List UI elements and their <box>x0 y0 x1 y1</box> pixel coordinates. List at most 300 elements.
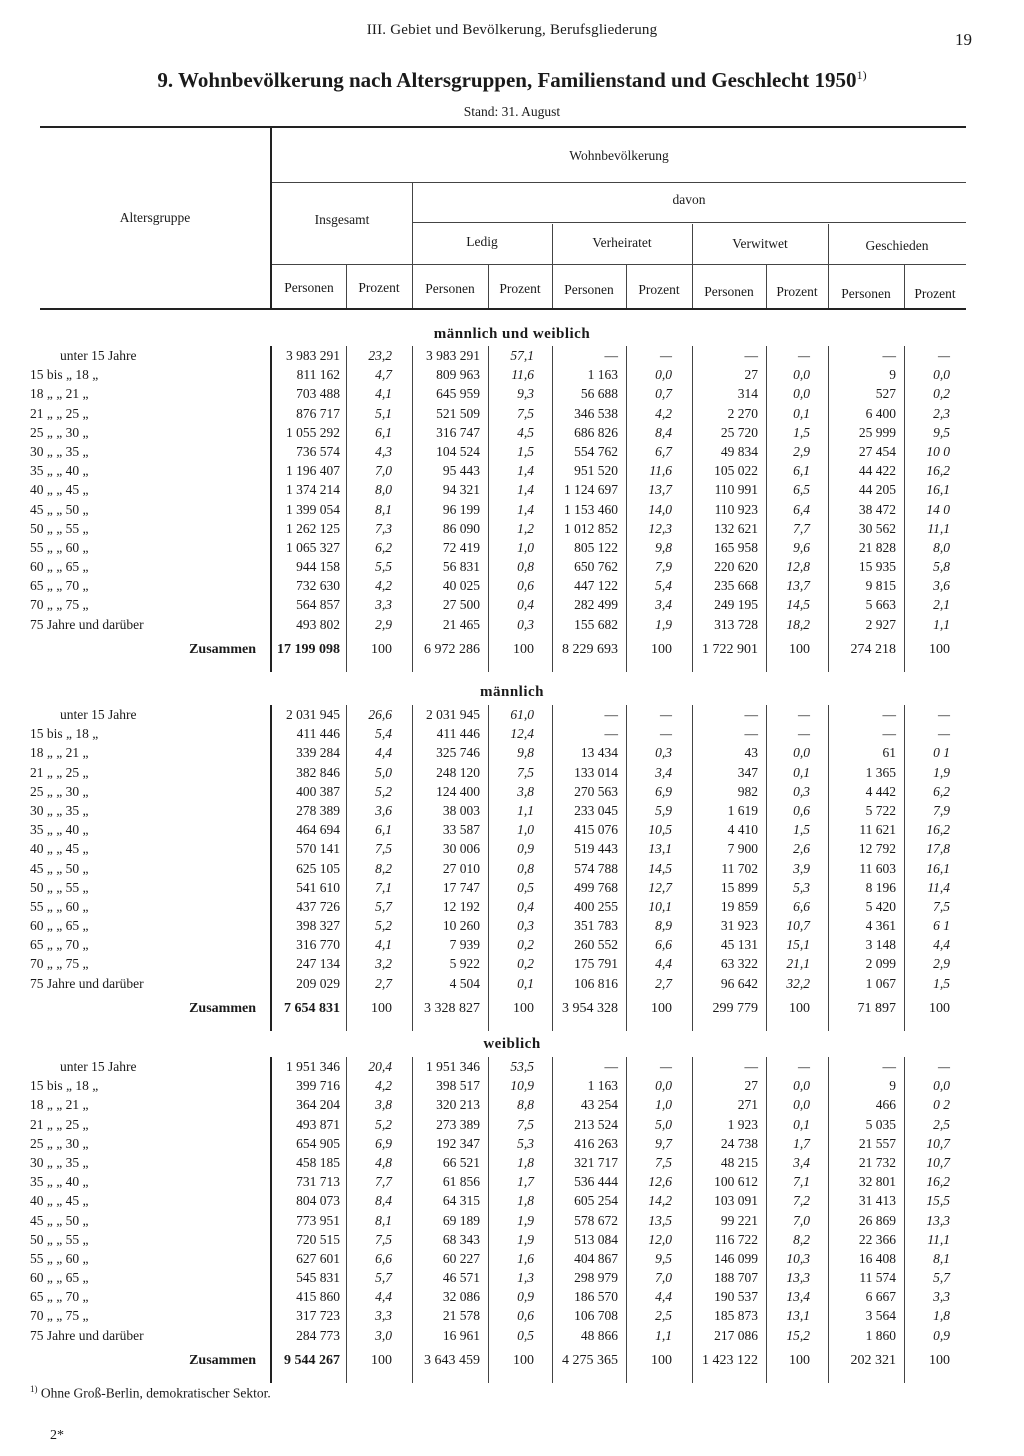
cell-insgesamt-personen: 458 185 <box>296 1154 340 1170</box>
cell-ledig-prozent: 1,5 <box>517 443 534 459</box>
cell-insgesamt-personen: 1 262 125 <box>286 520 340 536</box>
cell-ledig-personen: 3 328 827 <box>424 1000 480 1016</box>
cell-verheiratet-prozent: 1,0 <box>655 1097 672 1113</box>
cell-verheiratet-personen: 1 153 460 <box>564 501 618 517</box>
age-group-label: 50 „ „ 55 „ <box>30 879 89 895</box>
cell-geschieden-prozent: 100 <box>929 1000 950 1016</box>
cell-verheiratet-prozent: 4,4 <box>655 1289 672 1305</box>
cell-ledig-personen: 38 003 <box>442 802 480 818</box>
cell-ledig-personen: 27 500 <box>442 597 480 613</box>
cell-verwitwet-personen: 4 410 <box>727 822 758 838</box>
cell-geschieden-personen: — <box>882 1059 896 1074</box>
cell-geschieden-prozent: 11,1 <box>927 1231 950 1247</box>
cell-verheiratet-personen: 213 524 <box>574 1116 618 1132</box>
age-group-label: 21 „ „ 25 „ <box>30 764 89 780</box>
cell-verheiratet-prozent: 13,7 <box>648 482 672 498</box>
table-row <box>0 1230 1024 1249</box>
cell-insgesamt-personen: 247 134 <box>296 956 340 972</box>
total-label: Zusammen <box>189 1000 256 1016</box>
cell-geschieden-prozent: 0,0 <box>933 367 950 383</box>
cell-geschieden-personen: 9 815 <box>865 578 896 594</box>
cell-verheiratet-prozent: 6,7 <box>655 443 672 459</box>
cell-geschieden-prozent: 0,0 <box>933 1078 950 1094</box>
cell-insgesamt-personen: 720 515 <box>296 1231 340 1247</box>
cell-ledig-personen: 5 922 <box>449 956 480 972</box>
cell-geschieden-prozent: 0 2 <box>933 1097 950 1113</box>
table-row <box>0 974 1024 993</box>
cell-ledig-personen: 61 856 <box>442 1174 480 1190</box>
cell-ledig-personen: 1 951 346 <box>426 1059 480 1074</box>
cell-ledig-prozent: 1,0 <box>517 539 534 555</box>
cell-insgesamt-personen: 773 951 <box>296 1212 340 1228</box>
header-prozent: Prozent <box>776 284 818 299</box>
cell-insgesamt-personen: 411 446 <box>296 726 340 742</box>
cell-geschieden-prozent: 2,9 <box>933 956 950 972</box>
cell-ledig-prozent: 8,8 <box>517 1097 534 1113</box>
total-label: Zusammen <box>189 641 256 657</box>
table-row <box>0 1153 1024 1172</box>
cell-verwitwet-personen: 27 <box>744 1078 758 1094</box>
cell-verheiratet-personen: 513 084 <box>574 1231 618 1247</box>
cell-verwitwet-personen: — <box>744 726 758 742</box>
cell-verwitwet-prozent: — <box>797 726 810 742</box>
header-personen: Personen <box>564 282 614 297</box>
cell-ledig-personen: 3 983 291 <box>426 348 480 363</box>
cell-ledig-personen: 411 446 <box>436 726 480 742</box>
cell-geschieden-personen: 22 366 <box>858 1231 896 1247</box>
cell-insgesamt-personen: 804 073 <box>296 1193 340 1209</box>
cell-ledig-prozent: 1,4 <box>517 501 534 517</box>
cell-insgesamt-prozent: 4,4 <box>375 1289 392 1305</box>
table-row <box>0 423 1024 442</box>
cell-verheiratet-personen: 1 163 <box>587 367 618 383</box>
cell-verwitwet-prozent: 1,7 <box>793 1135 810 1151</box>
cell-insgesamt-personen: 382 846 <box>296 764 340 780</box>
cell-verheiratet-prozent: 7,0 <box>655 1270 672 1286</box>
cell-geschieden-prozent: 16,1 <box>926 482 950 498</box>
table-row <box>0 1057 1024 1076</box>
cell-geschieden-prozent: 2,5 <box>933 1116 950 1132</box>
cell-geschieden-prozent: 16,2 <box>926 463 950 479</box>
cell-verheiratet-personen: 416 263 <box>574 1135 618 1151</box>
cell-geschieden-personen: 32 801 <box>858 1174 896 1190</box>
cell-verheiratet-prozent: 10,5 <box>648 822 672 838</box>
age-group-label: 18 „ „ 21 „ <box>30 1097 89 1113</box>
cell-verwitwet-prozent: — <box>797 348 810 363</box>
cell-geschieden-prozent: 8,1 <box>933 1250 950 1266</box>
cell-insgesamt-prozent: 6,1 <box>375 822 392 838</box>
cell-ledig-personen: 68 343 <box>442 1231 480 1247</box>
cell-geschieden-personen: — <box>882 348 896 363</box>
cell-geschieden-personen: 25 999 <box>858 424 896 440</box>
cell-ledig-personen: 21 465 <box>442 616 480 632</box>
cell-geschieden-prozent: 1,5 <box>933 975 950 991</box>
cell-insgesamt-prozent: 3,8 <box>375 1097 392 1113</box>
cell-geschieden-prozent: 1,8 <box>933 1308 950 1324</box>
cell-verheiratet-personen: 554 762 <box>574 443 618 459</box>
cell-ledig-prozent: 0,5 <box>517 879 534 895</box>
cell-verwitwet-personen: 43 <box>744 745 758 761</box>
cell-verwitwet-personen: 24 738 <box>720 1135 758 1151</box>
cell-verheiratet-prozent: 11,6 <box>649 463 672 479</box>
running-head: III. Gebiet und Bevölkerung, Berufsgliederung <box>366 22 658 38</box>
cell-insgesamt-personen: 316 770 <box>296 937 340 953</box>
cell-verwitwet-prozent: 3,9 <box>793 860 810 876</box>
cell-ledig-prozent: 0,8 <box>517 860 534 876</box>
cell-geschieden-prozent: 9,5 <box>933 424 950 440</box>
cell-geschieden-personen: 5 420 <box>865 898 896 914</box>
table-row <box>0 743 1024 762</box>
cell-geschieden-personen: 61 <box>882 745 896 761</box>
cell-ledig-personen: 46 571 <box>442 1270 480 1286</box>
table-row <box>0 935 1024 954</box>
cell-ledig-prozent: 1,4 <box>517 463 534 479</box>
cell-geschieden-personen: 1 860 <box>865 1327 896 1343</box>
cell-verwitwet-personen: 1 619 <box>727 802 758 818</box>
cell-verheiratet-personen: 133 014 <box>574 764 618 780</box>
cell-geschieden-personen: 2 099 <box>865 956 896 972</box>
cell-verwitwet-personen: 99 221 <box>720 1212 758 1228</box>
cell-ledig-prozent: 100 <box>513 1352 534 1368</box>
table-row <box>0 346 1024 365</box>
cell-ledig-personen: 325 746 <box>436 745 480 761</box>
cell-insgesamt-personen: 1 951 346 <box>286 1059 340 1074</box>
cell-geschieden-prozent: — <box>937 726 950 742</box>
age-group-label: 15 bis „ 18 „ <box>30 726 99 742</box>
cell-verwitwet-personen: 347 <box>737 764 758 780</box>
cell-geschieden-prozent: 100 <box>929 1352 950 1368</box>
header-prozent: Prozent <box>499 281 541 296</box>
cell-verheiratet-prozent: — <box>659 726 672 742</box>
cell-verwitwet-prozent: 0,0 <box>793 1078 810 1094</box>
cell-verheiratet-personen: 499 768 <box>574 879 618 895</box>
cell-insgesamt-prozent: 26,6 <box>368 707 392 722</box>
cell-verwitwet-personen: 63 322 <box>720 956 758 972</box>
cell-geschieden-personen: 466 <box>875 1097 896 1113</box>
cell-geschieden-personen: 6 400 <box>865 405 896 421</box>
cell-ledig-prozent: 1,2 <box>517 520 534 536</box>
cell-verwitwet-personen: 48 215 <box>720 1154 758 1170</box>
cell-geschieden-personen: — <box>882 726 896 742</box>
cell-verwitwet-prozent: 0,0 <box>793 386 810 402</box>
cell-insgesamt-prozent: 4,8 <box>375 1154 392 1170</box>
cell-verwitwet-prozent: 13,4 <box>786 1289 810 1305</box>
cell-verwitwet-prozent: 18,2 <box>786 616 810 632</box>
cell-ledig-prozent: 1,0 <box>517 822 534 838</box>
cell-verwitwet-personen: 314 <box>737 386 758 402</box>
cell-verwitwet-prozent: 13,7 <box>786 578 810 594</box>
cell-geschieden-personen: 9 <box>889 367 896 383</box>
age-group-label: 30 „ „ 35 „ <box>30 802 89 818</box>
header-ledig: Ledig <box>466 234 498 249</box>
cell-insgesamt-prozent: 100 <box>371 1352 392 1368</box>
cell-geschieden-personen: 21 557 <box>858 1135 896 1151</box>
cell-verheiratet-personen: 4 275 365 <box>562 1352 618 1368</box>
footnote <box>30 1384 271 1402</box>
cell-ledig-prozent: 0,5 <box>517 1327 534 1343</box>
signature-mark: 2* <box>50 1428 64 1443</box>
cell-geschieden-personen: 6 667 <box>865 1289 896 1305</box>
cell-geschieden-personen: 1 067 <box>865 975 896 991</box>
age-group-label: 21 „ „ 25 „ <box>30 1116 89 1132</box>
cell-verwitwet-personen: — <box>744 707 758 722</box>
age-group-label: 40 „ „ 45 „ <box>30 482 89 498</box>
cell-verwitwet-personen: 100 612 <box>714 1174 758 1190</box>
cell-insgesamt-prozent: 7,5 <box>375 1231 392 1247</box>
cell-insgesamt-prozent: 5,2 <box>375 1116 392 1132</box>
header-geschieden: Geschieden <box>865 238 929 253</box>
cell-insgesamt-personen: 464 694 <box>296 822 340 838</box>
cell-verwitwet-personen: 220 620 <box>714 559 758 575</box>
cell-verheiratet-personen: — <box>604 726 618 742</box>
cell-ledig-prozent: 57,1 <box>510 348 534 363</box>
cell-ledig-prozent: 100 <box>513 1000 534 1016</box>
age-group-label: 60 „ „ 65 „ <box>30 918 89 934</box>
cell-verheiratet-personen: 536 444 <box>574 1174 618 1190</box>
cell-verwitwet-prozent: 9,6 <box>793 539 810 555</box>
cell-geschieden-personen: 527 <box>875 386 896 402</box>
table-row <box>0 576 1024 595</box>
cell-verheiratet-personen: 415 076 <box>574 822 618 838</box>
cell-verheiratet-prozent: 14,2 <box>648 1193 672 1209</box>
cell-geschieden-personen: 38 472 <box>858 501 896 517</box>
cell-insgesamt-prozent: 7,3 <box>375 520 392 536</box>
table-row <box>0 365 1024 384</box>
cell-geschieden-personen: 202 321 <box>850 1352 896 1368</box>
cell-ledig-personen: 96 199 <box>442 501 480 517</box>
age-group-label: 35 „ „ 40 „ <box>30 822 89 838</box>
cell-verheiratet-prozent: 2,5 <box>655 1308 672 1324</box>
cell-geschieden-personen: 44 205 <box>858 482 896 498</box>
cell-ledig-personen: 809 963 <box>436 367 480 383</box>
cell-geschieden-personen: 71 897 <box>857 1000 896 1016</box>
cell-insgesamt-personen: 1 196 407 <box>286 463 340 479</box>
cell-ledig-prozent: 5,3 <box>517 1135 534 1151</box>
title-text: 9. Wohnbevölkerung nach Altersgruppen, Familienstand und Geschlecht 1950 <box>157 68 857 92</box>
cell-insgesamt-personen: 1 399 054 <box>286 501 340 517</box>
cell-verheiratet-personen: 578 672 <box>574 1212 618 1228</box>
cell-verwitwet-prozent: 0,0 <box>793 1097 810 1113</box>
cell-geschieden-prozent: 7,9 <box>933 802 950 818</box>
table-row <box>0 1326 1024 1345</box>
table-row <box>0 839 1024 858</box>
cell-ledig-personen: 94 321 <box>442 482 480 498</box>
cell-verheiratet-prozent: 6,9 <box>655 783 672 799</box>
cell-verwitwet-prozent: — <box>797 707 810 722</box>
table-row <box>0 595 1024 614</box>
cell-ledig-prozent: 9,8 <box>517 745 534 761</box>
section-title-female: weiblich <box>483 1036 541 1052</box>
age-group-label: 65 „ „ 70 „ <box>30 937 89 953</box>
cell-ledig-personen: 86 090 <box>442 520 480 536</box>
cell-geschieden-personen: 15 935 <box>858 559 896 575</box>
cell-verheiratet-personen: 282 499 <box>574 597 618 613</box>
cell-verheiratet-prozent: 100 <box>651 1352 672 1368</box>
cell-insgesamt-prozent: 3,2 <box>375 956 392 972</box>
cell-verheiratet-prozent: 3,4 <box>655 764 672 780</box>
cell-verheiratet-personen: 175 791 <box>574 956 618 972</box>
cell-ledig-personen: 3 643 459 <box>424 1352 480 1368</box>
total-row <box>0 1351 1024 1370</box>
cell-ledig-prozent: 0,1 <box>517 975 534 991</box>
table-row <box>0 763 1024 782</box>
header-rule <box>272 182 966 183</box>
cell-insgesamt-personen: 398 327 <box>296 918 340 934</box>
cell-insgesamt-prozent: 5,1 <box>375 405 392 421</box>
total-row <box>0 999 1024 1018</box>
cell-ledig-personen: 316 747 <box>436 424 480 440</box>
table-row <box>0 1095 1024 1114</box>
cell-insgesamt-prozent: 23,2 <box>368 348 392 363</box>
cell-verheiratet-personen: 106 708 <box>574 1308 618 1324</box>
footnote-mark: 1) <box>30 1384 38 1394</box>
cell-verwitwet-prozent: 5,3 <box>793 879 810 895</box>
cell-geschieden-prozent: 0,9 <box>933 1327 950 1343</box>
header-prozent: Prozent <box>914 286 956 301</box>
cell-verwitwet-personen: 1 923 <box>727 1116 758 1132</box>
cell-verheiratet-personen: 650 762 <box>574 559 618 575</box>
age-group-label: 50 „ „ 55 „ <box>30 520 89 536</box>
cell-insgesamt-personen: 570 141 <box>296 841 340 857</box>
cell-insgesamt-prozent: 4,7 <box>375 367 392 383</box>
age-group-label: 75 Jahre und darüber <box>30 616 144 632</box>
cell-geschieden-prozent: 0 1 <box>933 745 950 761</box>
footnote-text: Ohne Groß-Berlin, demokratischer Sektor. <box>40 1385 271 1401</box>
cell-insgesamt-prozent: 3,3 <box>375 1308 392 1324</box>
table-row <box>0 442 1024 461</box>
cell-verheiratet-personen: 346 538 <box>574 405 618 421</box>
cell-verwitwet-personen: 165 958 <box>714 539 758 555</box>
cell-geschieden-prozent: 4,4 <box>933 937 950 953</box>
cell-verheiratet-prozent: 10,1 <box>648 898 672 914</box>
cell-verwitwet-prozent: 7,2 <box>793 1193 810 1209</box>
cell-ledig-prozent: 1,9 <box>517 1231 534 1247</box>
cell-insgesamt-personen: 732 630 <box>296 578 340 594</box>
cell-geschieden-prozent: 11,4 <box>927 879 950 895</box>
cell-geschieden-prozent: 16,2 <box>926 822 950 838</box>
header-verheiratet: Verheiratet <box>592 235 652 250</box>
cell-verheiratet-prozent: 1,1 <box>655 1327 672 1343</box>
cell-insgesamt-prozent: 5,7 <box>375 898 392 914</box>
cell-ledig-personen: 33 587 <box>442 822 480 838</box>
cell-verheiratet-prozent: 12,3 <box>648 520 672 536</box>
cell-insgesamt-prozent: 4,4 <box>375 745 392 761</box>
table-row <box>0 1249 1024 1268</box>
cell-verwitwet-prozent: 12,8 <box>786 559 810 575</box>
cell-ledig-prozent: 1,6 <box>517 1250 534 1266</box>
cell-ledig-personen: 124 400 <box>436 783 480 799</box>
cell-verheiratet-prozent: 12,0 <box>648 1231 672 1247</box>
cell-geschieden-personen: 21 828 <box>858 539 896 555</box>
cell-insgesamt-personen: 2 031 945 <box>286 707 340 722</box>
cell-ledig-personen: 12 192 <box>442 898 480 914</box>
cell-geschieden-prozent: 2,1 <box>933 597 950 613</box>
age-group-label: unter 15 Jahre <box>60 1059 137 1074</box>
cell-geschieden-prozent: 2,3 <box>933 405 950 421</box>
section-rows-female <box>0 1057 1024 1370</box>
cell-ledig-prozent: 1,3 <box>517 1270 534 1286</box>
table-row <box>0 1134 1024 1153</box>
table-title <box>0 68 1024 93</box>
cell-verwitwet-personen: 299 779 <box>712 1000 758 1016</box>
cell-verheiratet-personen: 321 717 <box>574 1154 618 1170</box>
cell-verheiratet-prozent: 5,9 <box>655 802 672 818</box>
cell-verheiratet-prozent: 4,4 <box>655 956 672 972</box>
cell-verwitwet-prozent: 6,1 <box>793 463 810 479</box>
cell-ledig-prozent: 0,6 <box>517 1308 534 1324</box>
cell-verwitwet-personen: 2 270 <box>727 405 758 421</box>
cell-insgesamt-personen: 1 374 214 <box>286 482 340 498</box>
cell-geschieden-personen: 5 035 <box>865 1116 896 1132</box>
cell-verwitwet-prozent: 0,1 <box>793 1116 810 1132</box>
cell-insgesamt-personen: 736 574 <box>296 443 340 459</box>
cell-verheiratet-personen: 298 979 <box>574 1270 618 1286</box>
table-row <box>0 724 1024 743</box>
cell-insgesamt-prozent: 4,3 <box>375 443 392 459</box>
cell-verwitwet-prozent: 7,0 <box>793 1212 810 1228</box>
cell-ledig-personen: 30 006 <box>442 841 480 857</box>
cell-insgesamt-prozent: 7,7 <box>375 1174 392 1190</box>
cell-insgesamt-personen: 493 871 <box>296 1116 340 1132</box>
cell-geschieden-personen: 2 927 <box>865 616 896 632</box>
cell-verheiratet-personen: 270 563 <box>574 783 618 799</box>
cell-verwitwet-personen: 105 022 <box>714 463 758 479</box>
header-personen: Personen <box>841 286 891 301</box>
cell-verheiratet-personen: 1 163 <box>587 1078 618 1094</box>
cell-verwitwet-personen: 103 091 <box>714 1193 758 1209</box>
cell-verwitwet-prozent: 0,6 <box>793 802 810 818</box>
header-prozent: Prozent <box>638 282 680 297</box>
cell-verwitwet-personen: 27 <box>744 367 758 383</box>
table-row <box>0 1076 1024 1095</box>
cell-geschieden-personen: 12 792 <box>858 841 896 857</box>
cell-verheiratet-prozent: 14,5 <box>648 860 672 876</box>
cell-insgesamt-personen: 9 544 267 <box>284 1352 340 1368</box>
table-row <box>0 782 1024 801</box>
cell-insgesamt-personen: 437 726 <box>296 898 340 914</box>
cell-verheiratet-prozent: 0,0 <box>655 1078 672 1094</box>
cell-ledig-prozent: 12,4 <box>510 726 534 742</box>
cell-ledig-prozent: 1,8 <box>517 1154 534 1170</box>
table-row <box>0 820 1024 839</box>
title-footnote-mark: 1) <box>856 68 867 82</box>
cell-ledig-prozent: 100 <box>513 641 534 657</box>
cell-verheiratet-prozent: 100 <box>651 641 672 657</box>
section-rows-total <box>0 346 1024 659</box>
cell-insgesamt-personen: 7 654 831 <box>284 1000 340 1016</box>
cell-insgesamt-prozent: 8,1 <box>375 501 392 517</box>
cell-insgesamt-personen: 564 857 <box>296 597 340 613</box>
cell-verwitwet-prozent: 7,7 <box>793 520 810 536</box>
cell-verwitwet-prozent: 0,3 <box>793 783 810 799</box>
cell-ledig-personen: 21 578 <box>442 1308 480 1324</box>
cell-geschieden-personen: 11 621 <box>859 822 896 838</box>
cell-ledig-personen: 72 419 <box>442 539 480 555</box>
cell-ledig-prozent: 9,3 <box>517 386 534 402</box>
age-group-label: 15 bis „ 18 „ <box>30 1078 99 1094</box>
cell-verwitwet-prozent: 1,5 <box>793 822 810 838</box>
cell-verheiratet-personen: 56 688 <box>580 386 618 402</box>
cell-geschieden-personen: 16 408 <box>858 1250 896 1266</box>
table-row <box>0 1115 1024 1134</box>
cell-verheiratet-prozent: 1,9 <box>655 616 672 632</box>
cell-ledig-personen: 4 504 <box>449 975 480 991</box>
cell-verwitwet-prozent: 100 <box>789 1352 810 1368</box>
cell-verheiratet-personen: 3 954 328 <box>562 1000 618 1016</box>
cell-verwitwet-prozent: 14,5 <box>786 597 810 613</box>
cell-verheiratet-personen: 447 122 <box>574 578 618 594</box>
header-verwitwet: Verwitwet <box>732 236 788 251</box>
